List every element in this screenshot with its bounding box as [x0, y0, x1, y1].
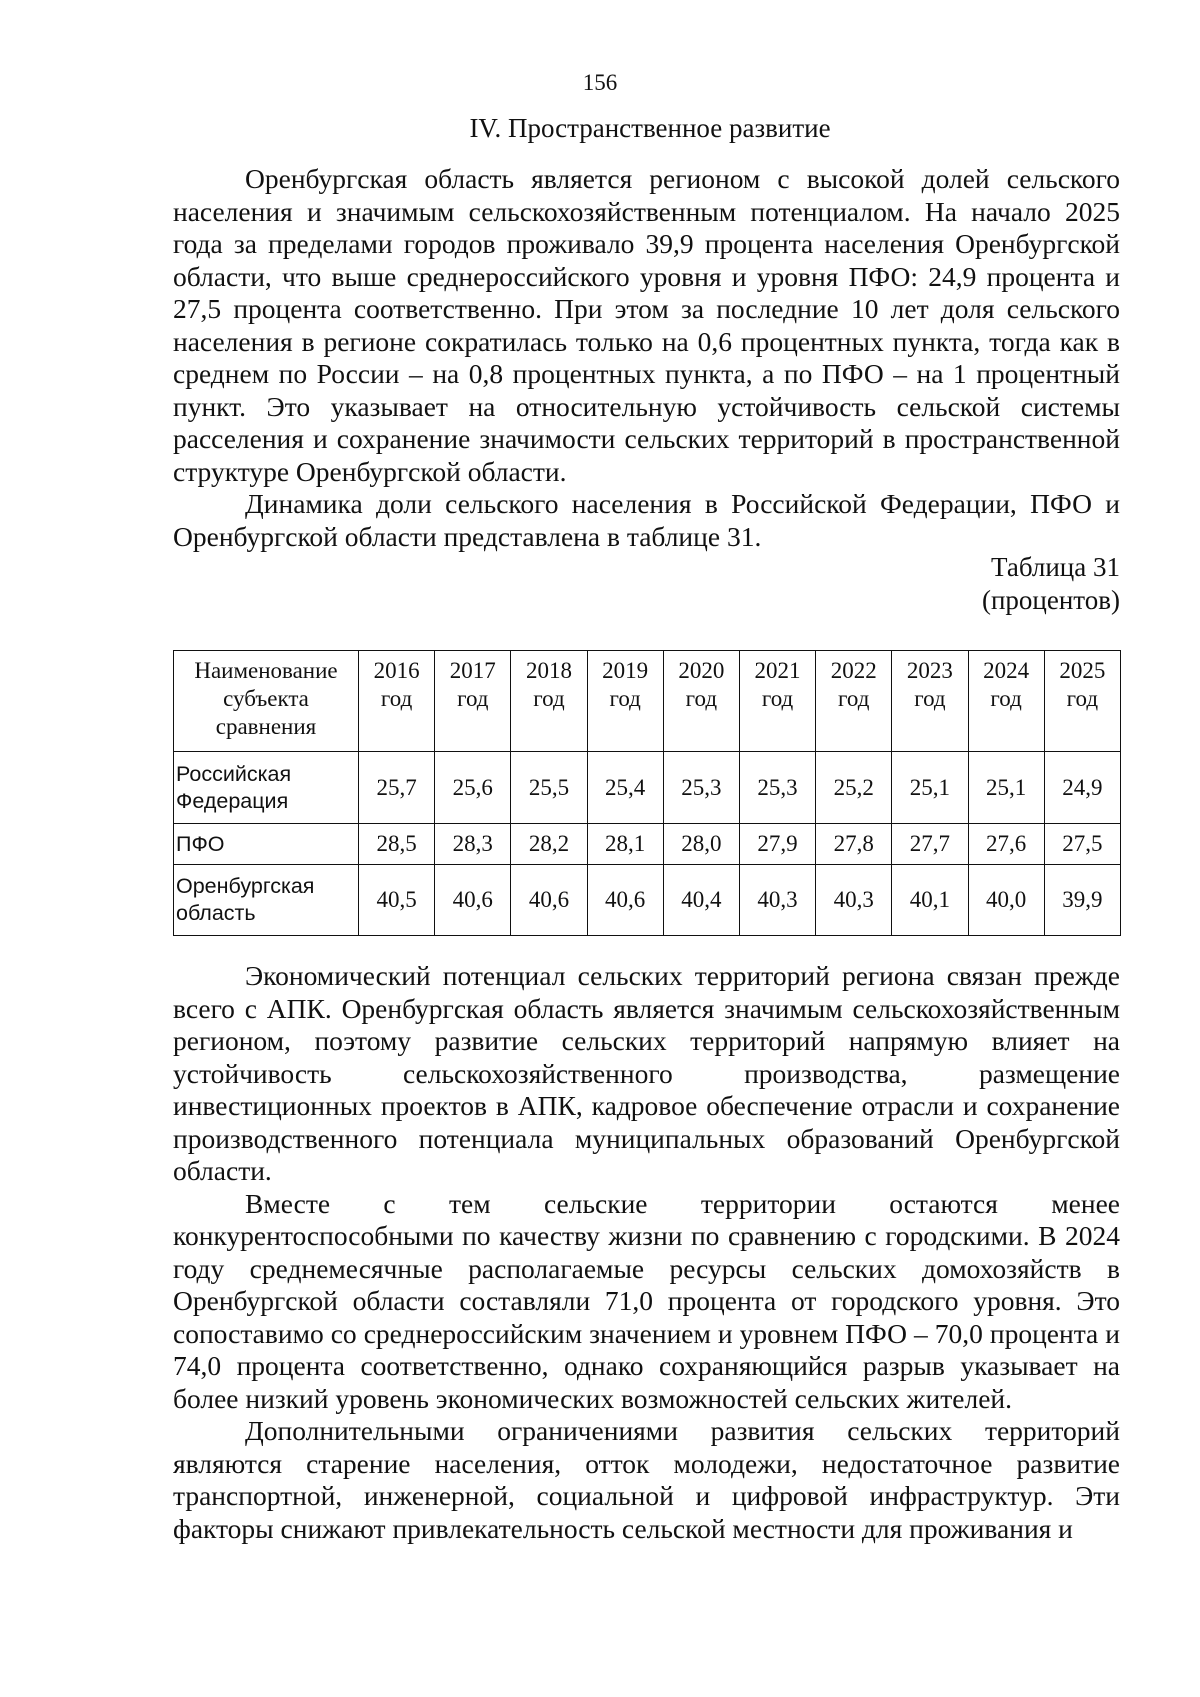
header-name-cell: Наименование субъекта сравнения [174, 651, 359, 752]
table-units: (процентов) [981, 585, 1120, 615]
value-cell: 28,5 [359, 824, 435, 865]
header-year-cell: 2016 год [359, 651, 435, 752]
value-cell: 40,3 [816, 865, 892, 936]
table-row [174, 865, 1121, 936]
value-cell: 25,4 [587, 752, 663, 824]
value-cell: 27,5 [1044, 824, 1120, 865]
value-cell: 25,6 [435, 752, 511, 824]
value-cell: 40,4 [663, 865, 739, 936]
paragraph: Вместе с тем сельские территории остаются менее конкурентоспособными по качеству жизни по сравнению с городскими. В 2024 году среднемесячные располагаемые ресурсы сельских домохозяйств в Оренбургской области составляли 71,0 процента от городского уровня. Это сопоставимо со среднероссийским значением и уровнем ПФО – 70,0 процента и 74,0 процента соответственно, однако сохраняющийся разрыв указывает на более низкий уровень экономических возможностей сельских жителей. [173, 1187, 1120, 1414]
body-text-top [173, 163, 1120, 553]
row-label: ПФО [174, 824, 359, 865]
value-cell: 27,8 [816, 824, 892, 865]
value-cell: 25,3 [739, 752, 815, 824]
paragraph: Дополнительными ограничениями развития сельских территорий являются старение населения, отток молодежи, недостаточное развитие транспортной, инженерной, социальной и цифровой инфраструктур. Эти факторы снижают привлекательность сельской местности для проживания и [173, 1415, 1120, 1544]
header-year-cell: 2020 год [663, 651, 739, 752]
value-cell: 28,2 [511, 824, 587, 865]
value-cell: 25,1 [892, 752, 968, 824]
header-year-cell: 2019 год [587, 651, 663, 752]
value-cell: 40,3 [739, 865, 815, 936]
value-cell: 28,3 [435, 824, 511, 865]
value-cell: 27,7 [892, 824, 968, 865]
value-cell: 40,6 [435, 865, 511, 936]
table-row [174, 752, 1121, 824]
row-label: Российская Федерация [174, 752, 359, 824]
table-header-row [174, 651, 1121, 752]
value-cell: 40,1 [892, 865, 968, 936]
value-cell: 40,6 [587, 865, 663, 936]
header-year-cell: 2022 год [816, 651, 892, 752]
header-year-cell: 2025 год [1044, 651, 1120, 752]
value-cell: 39,9 [1044, 865, 1120, 936]
header-year-cell: 2021 год [739, 651, 815, 752]
row-label: Оренбургская область [174, 865, 359, 936]
table-row [174, 824, 1121, 865]
table-caption: Таблица 31 [991, 552, 1120, 582]
section-title: IV. Пространственное развитие [469, 113, 831, 143]
value-cell: 27,9 [739, 824, 815, 865]
body-text-bottom [173, 960, 1120, 1545]
value-cell: 28,0 [663, 824, 739, 865]
value-cell: 24,9 [1044, 752, 1120, 824]
value-cell: 25,7 [359, 752, 435, 824]
header-year-cell: 2018 год [511, 651, 587, 752]
value-cell: 40,6 [511, 865, 587, 936]
header-year-cell: 2024 год [968, 651, 1044, 752]
header-year-cell: 2023 год [892, 651, 968, 752]
value-cell: 25,3 [663, 752, 739, 824]
page-number: 156 [582, 70, 618, 95]
value-cell: 27,6 [968, 824, 1044, 865]
data-table [173, 650, 1121, 936]
value-cell: 25,2 [816, 752, 892, 824]
value-cell: 40,5 [359, 865, 435, 936]
value-cell: 25,5 [511, 752, 587, 824]
paragraph: Динамика доли сельского населения в Российской Федерации, ПФО и Оренбургской области представлена в таблице 31. [173, 488, 1120, 552]
value-cell: 28,1 [587, 824, 663, 865]
paragraph: Оренбургская область является регионом с высокой долей сельского населения и значимым сельскохозяйственным потенциалом. На начало 2025 года за пределами городов проживало 39,9 процента населения Оренбургской области, что выше среднероссийского уровня и уровня ПФО: 24,9 процента и 27,5 процента соответственно. При этом за последние 10 лет доля сельского населения в регионе сократилась только на 0,6 процентных пункта, тогда как в среднем по России – на 0,8 процентных пункта, а по ПФО – на 1 процентный пункт. Это указывает на относительную устойчивость сельской системы расселения и сохранение значимости сельских территорий в пространственной структуре Оренбургской области. [173, 163, 1120, 487]
value-cell: 25,1 [968, 752, 1044, 824]
paragraph: Экономический потенциал сельских территорий региона связан прежде всего с АПК. Оренбургская область является значимым сельскохозяйственным регионом, поэтому развитие сельских территорий напрямую влияет на устойчивость сельскохозяйственного производства, размещение инвестиционных проектов в АПК, кадровое обеспечение отрасли и сохранение производственного потенциала муниципальных образований Оренбургской области. [173, 960, 1120, 1186]
header-year-cell: 2017 год [435, 651, 511, 752]
value-cell: 40,0 [968, 865, 1044, 936]
